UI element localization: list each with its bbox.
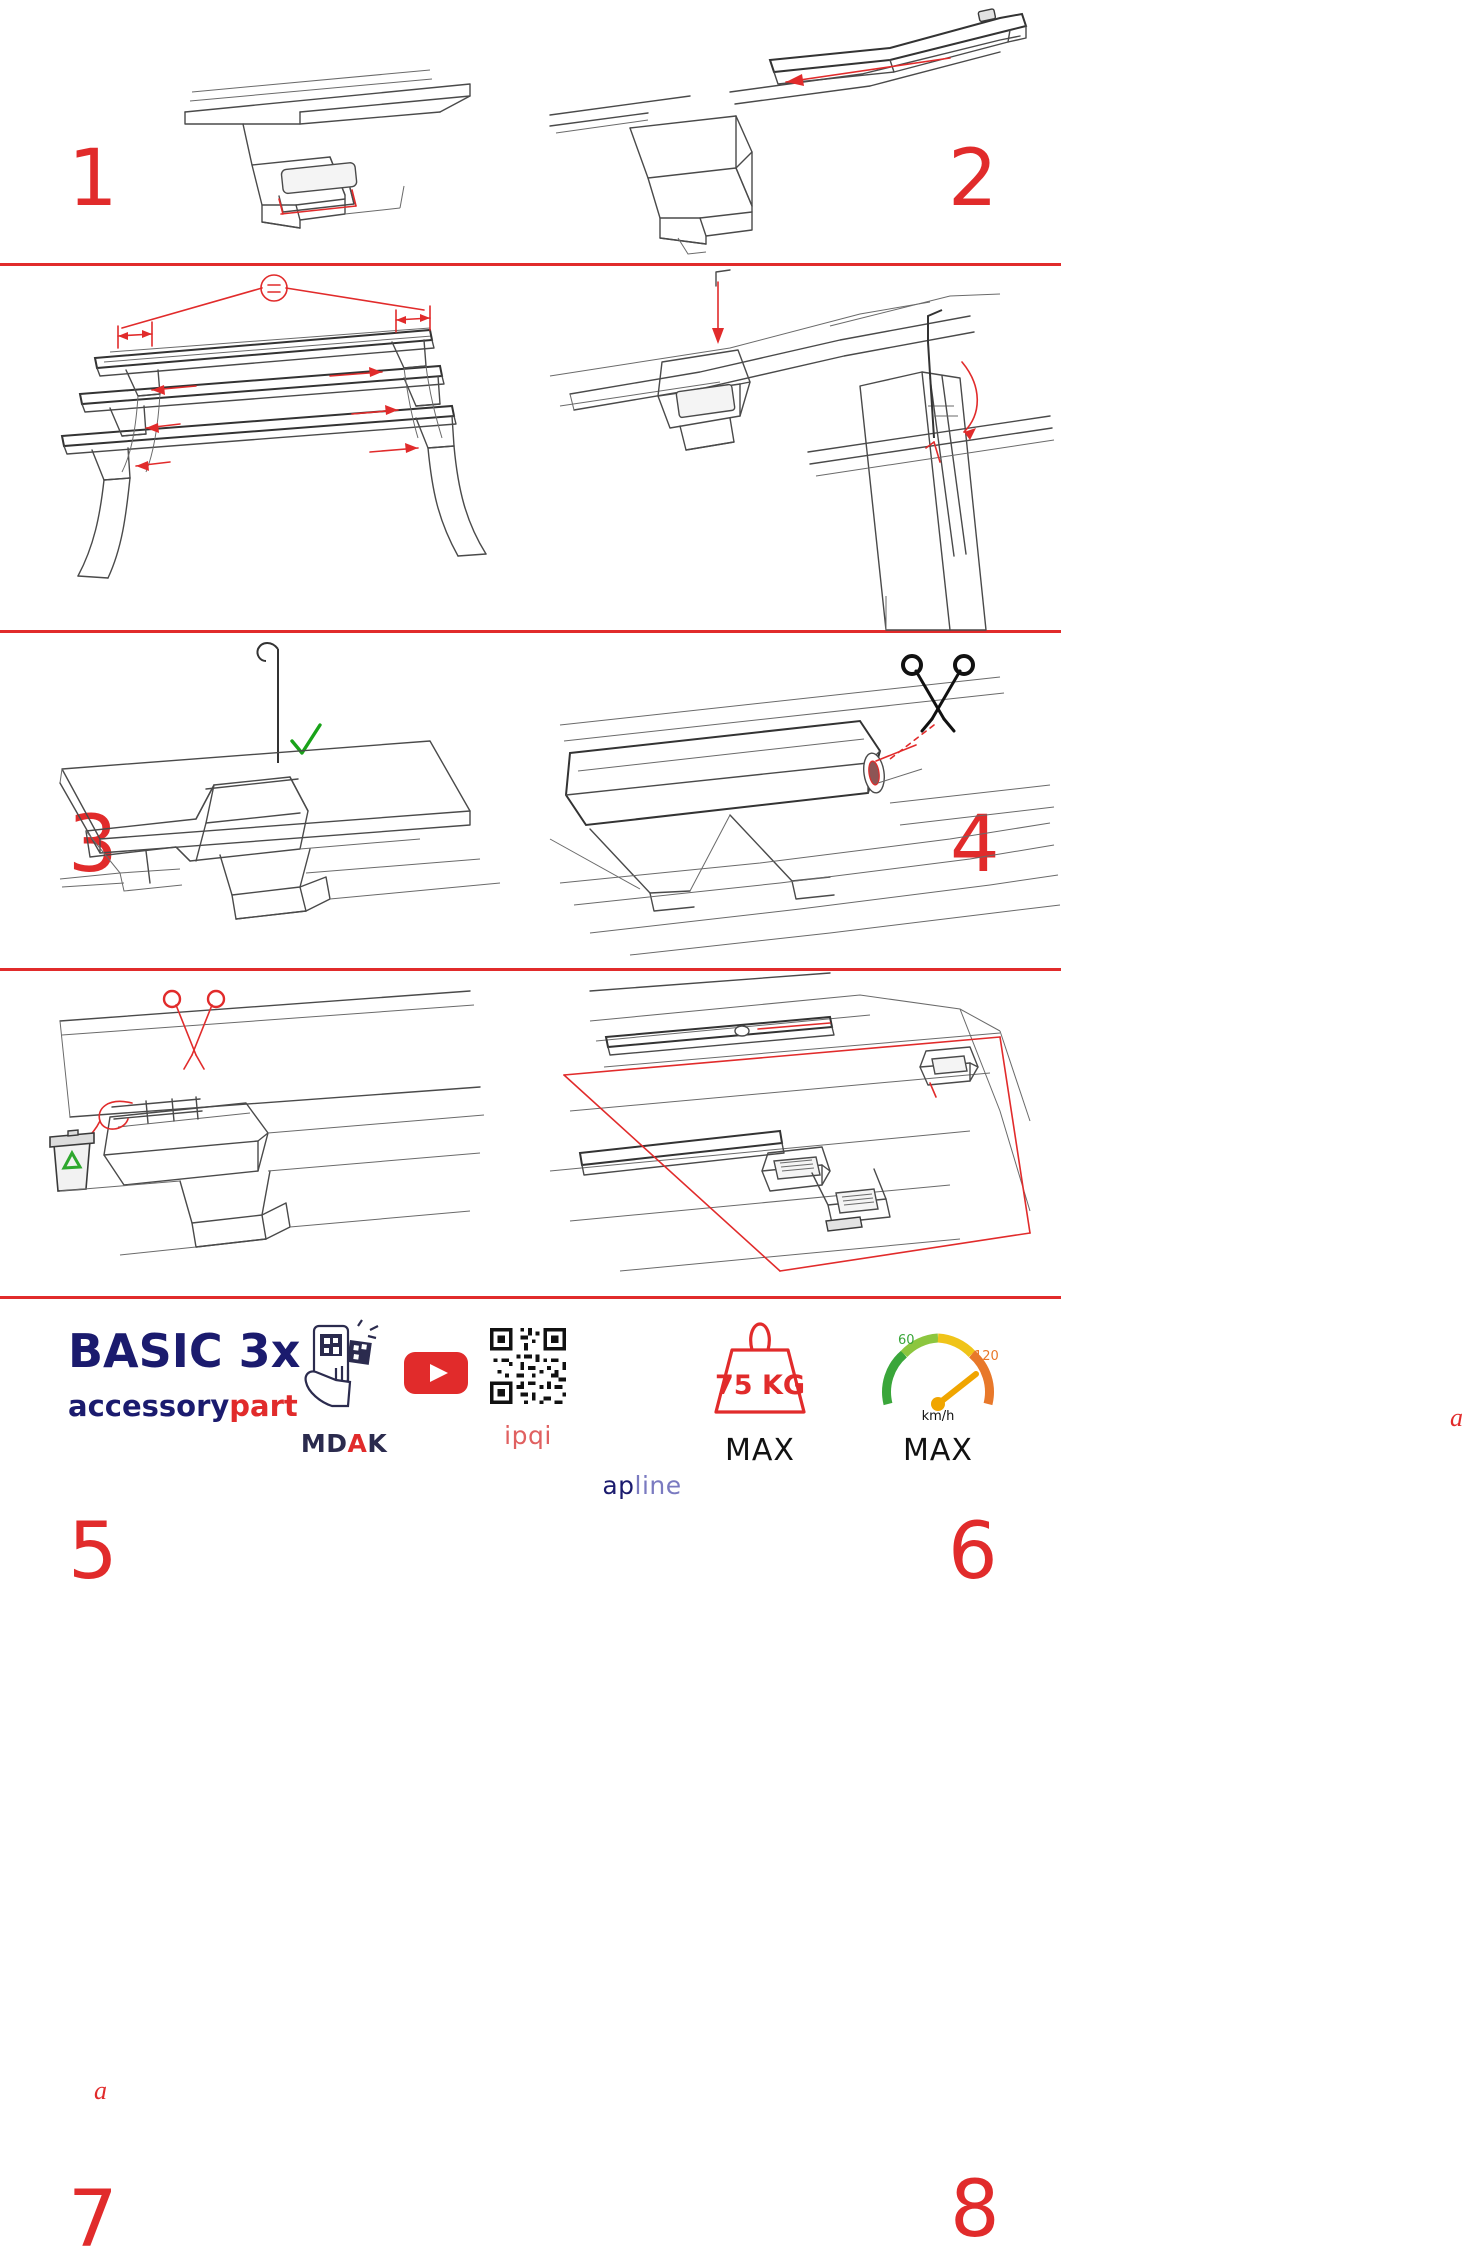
max-speed-caption: MAX [903, 1433, 973, 1468]
mdak-a: A [347, 1429, 368, 1458]
youtube-icon[interactable] [400, 1346, 472, 1398]
step-4-panel [530, 266, 1061, 890]
step-1-panel [0, 0, 530, 263]
qr-code-icon[interactable] [486, 1324, 570, 1408]
label-a-step-7: a [94, 2076, 107, 2105]
step-3-illustration [0, 266, 530, 630]
label-a-step-6: a [1450, 1403, 1463, 1432]
step-4-illustration [530, 266, 1061, 630]
mdak-k: K [367, 1429, 388, 1458]
brand-title-text: BASIC 3 [68, 1324, 271, 1378]
hand-phone-qr-icon [292, 1320, 396, 1416]
max-speed-block [858, 1312, 1018, 1468]
step-5-illustration [0, 633, 530, 968]
step-6-illustration [530, 633, 1061, 968]
step-number-8: 8 [950, 2165, 1000, 2255]
footer-bar [0, 1300, 1061, 1500]
max-load-caption: MAX [725, 1433, 795, 1468]
step-number-4: 4 [950, 800, 1000, 890]
step-number-6: 6 [948, 1507, 998, 1597]
mdak-md: MD [300, 1429, 348, 1458]
step-2-panel [530, 0, 1061, 263]
apline-ap: ap [602, 1471, 635, 1500]
divider-row-4 [0, 1296, 1061, 1299]
weight-icon [680, 1312, 840, 1424]
logo-apline [594, 1324, 690, 1500]
step-number-5: 5 [68, 1507, 118, 1597]
recycle-bin-icon [50, 1130, 94, 1191]
brand-title-suffix: x [270, 1324, 301, 1378]
speed-unit: km/h [921, 1409, 955, 1424]
logo-caption-ipqi: ipqi [504, 1421, 552, 1450]
step-number-7: 7 [68, 2175, 118, 2265]
logo-mdak [292, 1320, 396, 1458]
max-load-value: 75 KG [714, 1370, 806, 1401]
logo-caption-apline [594, 1471, 690, 1500]
brand-sub-second: part [229, 1389, 298, 1423]
speedometer-icon [858, 1312, 1018, 1424]
max-load-block [680, 1312, 840, 1468]
step-8-illustration [530, 971, 1061, 1296]
logo-ipqi[interactable] [482, 1324, 574, 1450]
step-7-illustration [0, 971, 530, 1296]
step-number-2: 2 [948, 134, 998, 224]
scissors-icon [903, 656, 973, 731]
step-number-3: 3 [68, 800, 118, 890]
logo-caption-mdak [292, 1429, 396, 1458]
step-3-panel [0, 266, 530, 890]
speed-tick-low: 60 [898, 1333, 915, 1348]
brand-sub-first: accessory [68, 1389, 230, 1423]
logo-youtube[interactable] [400, 1346, 472, 1403]
apline-line: line [634, 1471, 682, 1500]
scissors-icon-step7 [164, 991, 224, 1069]
step-number-1: 1 [68, 134, 118, 224]
speed-tick-high: 120 [974, 1349, 999, 1364]
